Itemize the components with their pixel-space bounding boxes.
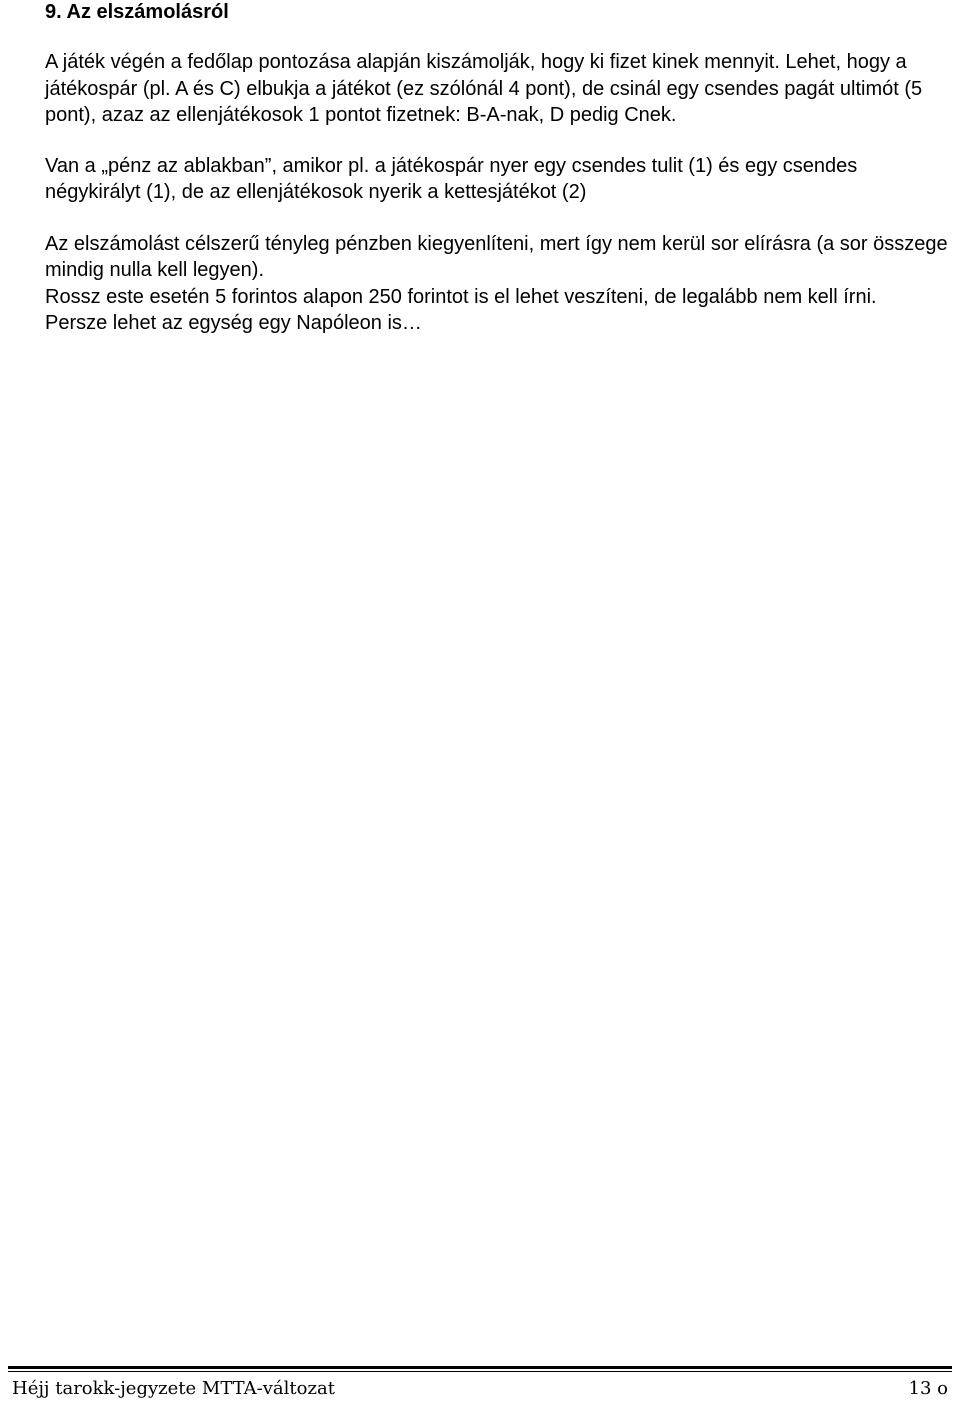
page-footer	[12, 1376, 948, 1402]
paragraph-bad-evening: Rossz este esetén 5 forintos alapon 250 forintot is el lehet veszíteni, de legalább nem kell írni.	[45, 285, 877, 308]
paragraph-settlement-intro: A játék végén a fedőlap pontozása alapján kiszámolják, hogy ki fizet kinek mennyit. Lehet, hogy a játékospár (pl. A és C) elbukja a játékot (ez szólónál 4 pont), de csinál egy csendes pagát ultimót (5 pont), azaz az ellenjátékosok 1 pontot fizetnek: B-A-nak, D pedig Cnek.	[45, 51, 923, 126]
paragraph-money-in-window: Van a „pénz az ablakban”, amikor pl. a játékospár nyer egy csendes tulit (1) és egy csendes négykirályt (1), de az ellenjátékosok nyerik a kettesjátékot (2)	[45, 154, 858, 203]
section-heading: 9. Az elszámolásról	[45, 1, 229, 23]
paragraph-cash-settlement: Az elszámolást célszerű tényleg pénzben kiegyenlíteni, mert így nem kerül sor elírásra (a sor összege mindig nulla kell legyen).	[45, 232, 948, 281]
footer-page-number: 13 o	[908, 1378, 948, 1399]
paragraph-napoleon-unit: Persze lehet az egység egy Napóleon is…	[45, 312, 422, 334]
footer-rule-thin	[8, 1371, 952, 1372]
page-content	[45, 0, 955, 337]
footer-rule-thick	[8, 1366, 952, 1369]
footer-title: Héjj tarokk-jegyzete MTTA-változat	[12, 1378, 335, 1399]
